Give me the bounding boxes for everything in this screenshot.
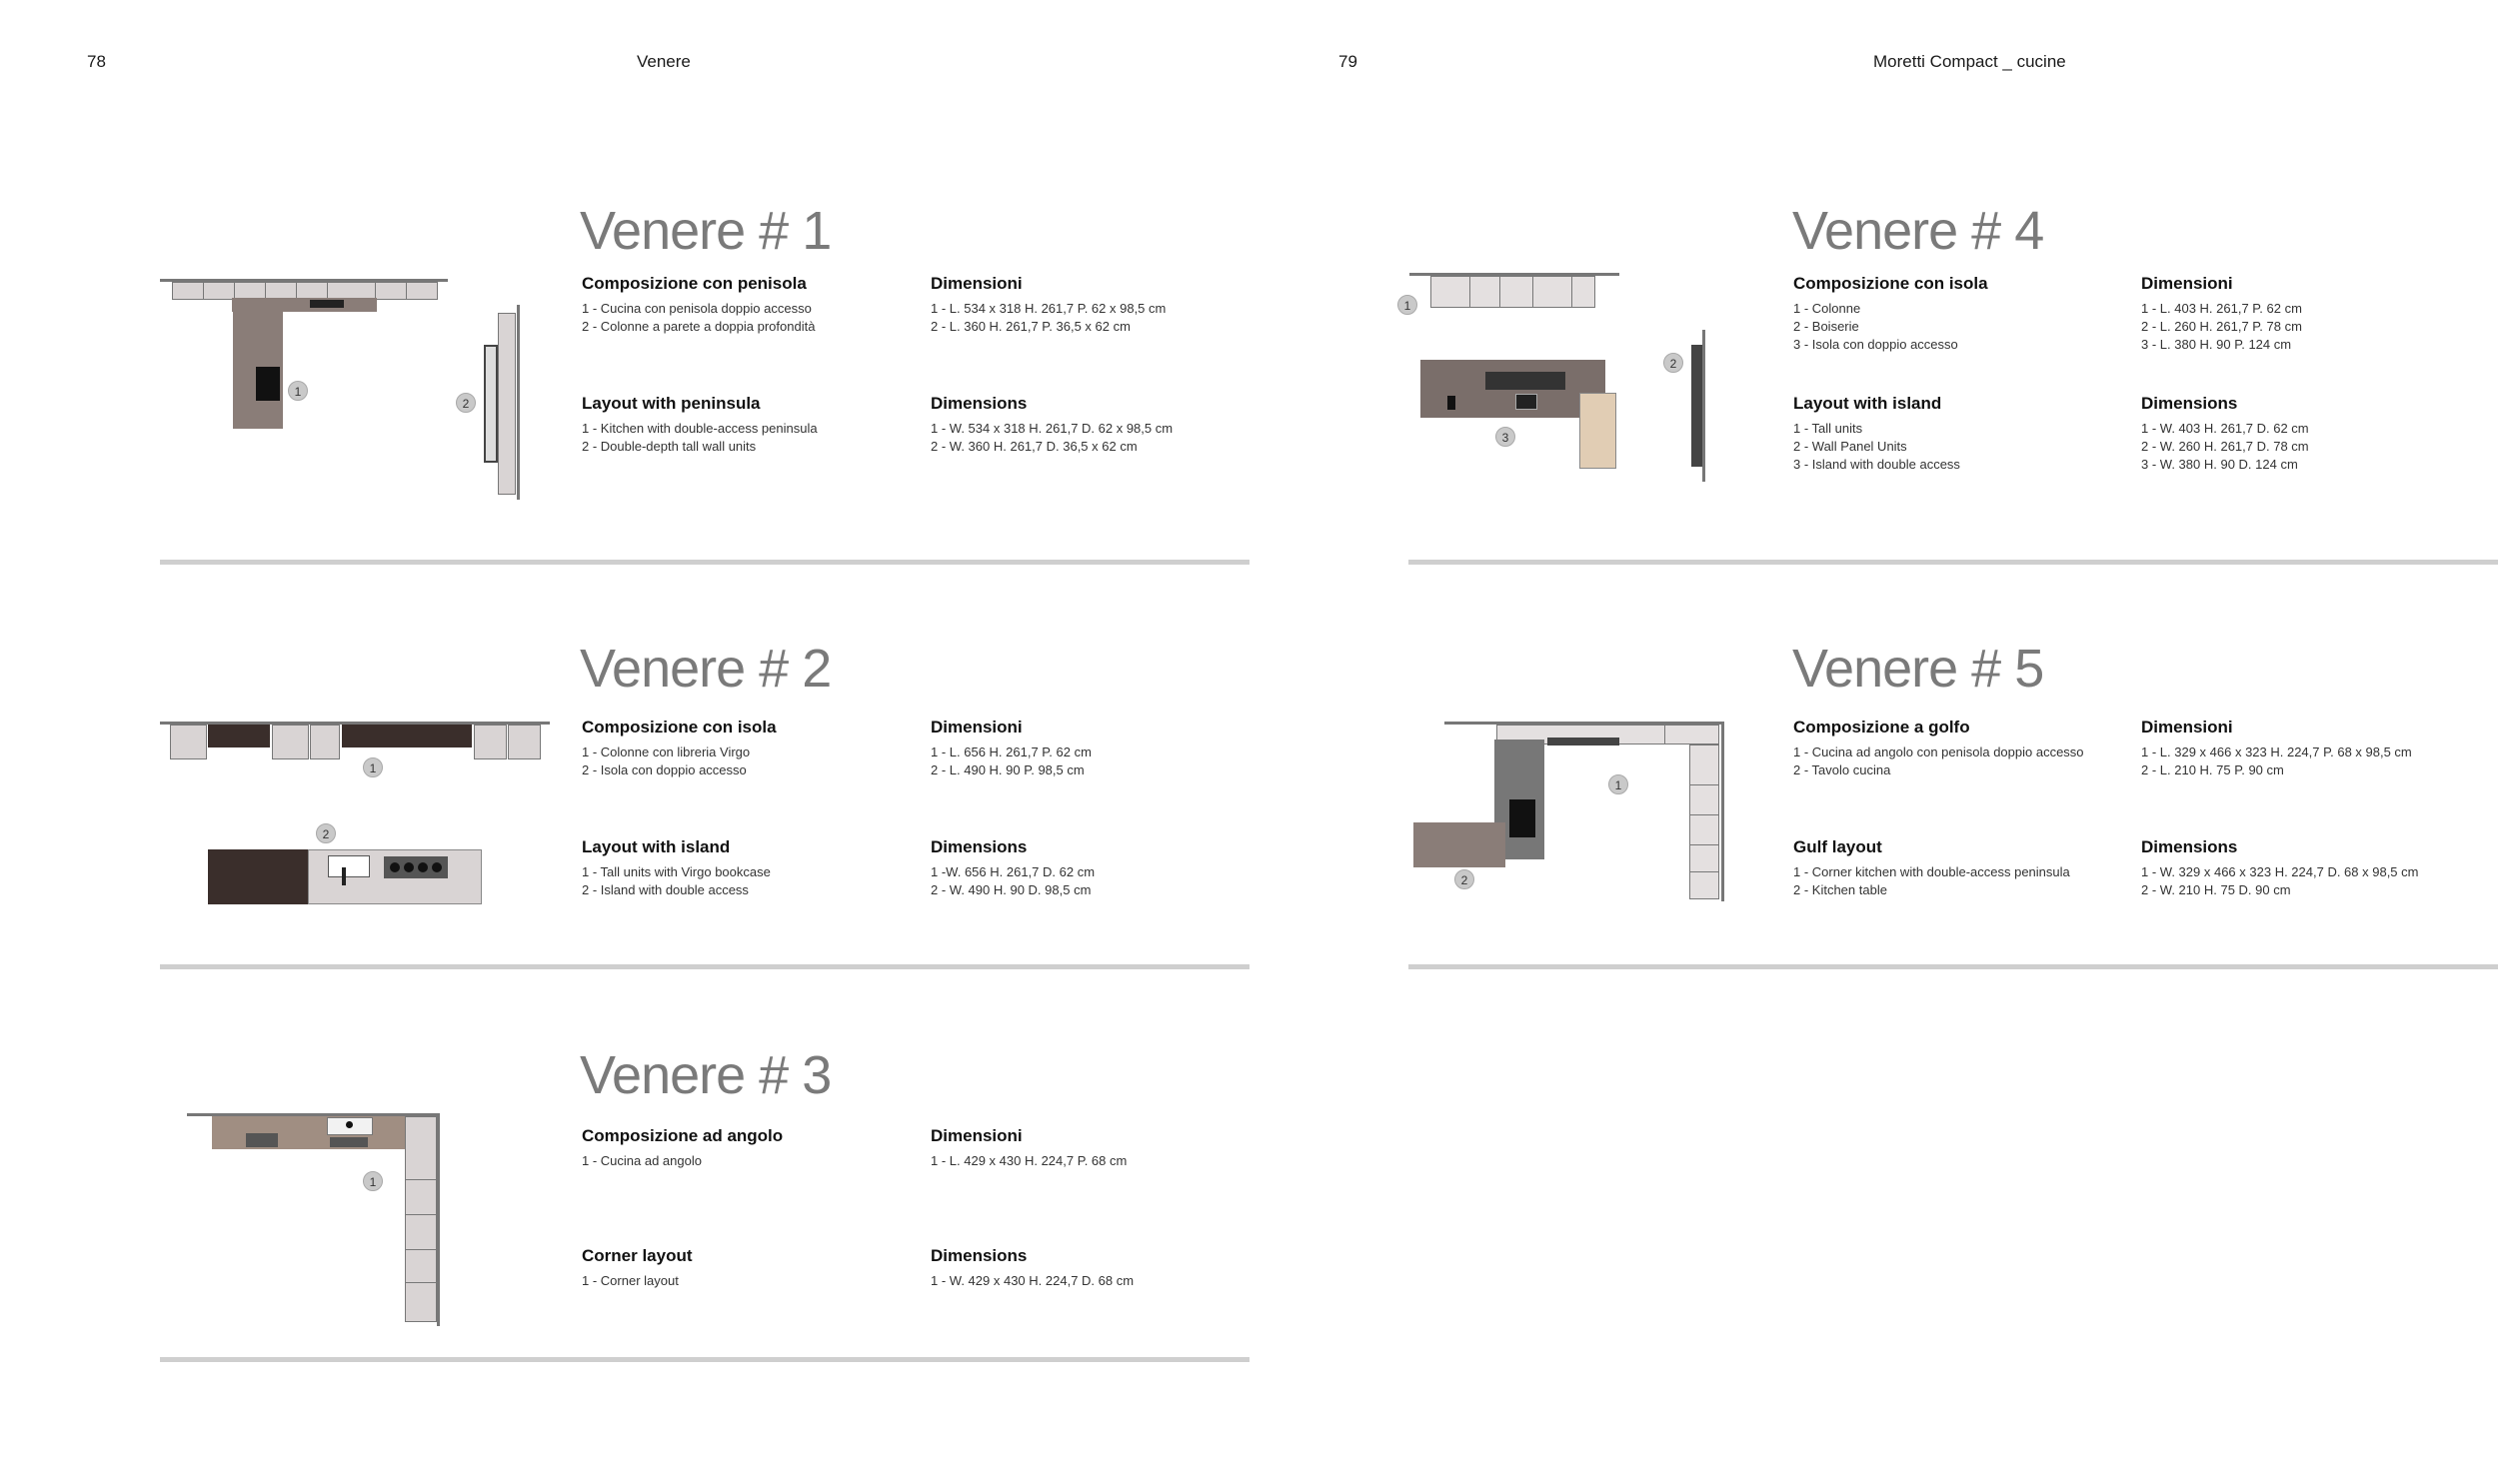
page-title-left: Venere <box>637 52 691 71</box>
item-line: 1 - Cucina con penisola doppio accesso <box>582 301 812 316</box>
section-heading: Dimensioni <box>2141 718 2233 737</box>
composition-title: Venere # 4 <box>1792 201 2044 261</box>
section-heading: Layout with island <box>582 837 731 856</box>
section-heading: Dimensioni <box>931 718 1023 737</box>
item-line: 2 - Boiserie <box>1793 319 1859 334</box>
item-line: 3 - Island with double access <box>1793 457 1960 472</box>
item-line: 2 - Wall Panel Units <box>1793 439 1907 454</box>
item-line: 2 - Tavolo cucina <box>1793 762 1891 777</box>
divider <box>1408 560 2498 565</box>
item-line: 1 - L. 656 H. 261,7 P. 62 cm <box>931 744 1092 759</box>
plan-badge: 3 <box>1495 427 1515 447</box>
plan-badge: 2 <box>316 823 336 843</box>
section-heading: Dimensioni <box>2141 274 2233 293</box>
divider <box>160 560 1249 565</box>
item-line: 1 - Tall units with Virgo bookcase <box>582 864 771 879</box>
item-line: 2 - L. 210 H. 75 P. 90 cm <box>2141 762 2284 777</box>
composition-title: Venere # 2 <box>580 639 832 699</box>
section-heading: Dimensions <box>931 1246 1028 1265</box>
section-heading: Corner layout <box>582 1246 693 1265</box>
item-line: 2 - L. 360 H. 261,7 P. 36,5 x 62 cm <box>931 319 1131 334</box>
en-description <box>1793 837 2123 899</box>
item-line: 3 - W. 380 H. 90 D. 124 cm <box>2141 457 2298 472</box>
en-description <box>1793 394 2123 474</box>
it-dimensions <box>931 274 1260 336</box>
section-heading: Dimensioni <box>931 1126 1023 1145</box>
item-line: 2 - W. 490 H. 90 D. 98,5 cm <box>931 882 1092 897</box>
section-heading: Composizione con penisola <box>582 274 807 293</box>
item-line: 2 - Isola con doppio accesso <box>582 762 747 777</box>
divider <box>160 1357 1249 1362</box>
plan-badge: 1 <box>1608 774 1628 794</box>
divider <box>1408 964 2498 969</box>
section-heading: Composizione a golfo <box>1793 718 1970 737</box>
item-line: 1 - W. 429 x 430 H. 224,7 D. 68 cm <box>931 1273 1135 1288</box>
item-line: 1 - Colonne <box>1793 301 1861 316</box>
item-line: 1 - L. 429 x 430 H. 224,7 P. 68 cm <box>931 1153 1128 1168</box>
composition-title: Venere # 5 <box>1792 639 2044 699</box>
section-heading: Composizione con isola <box>1793 274 1988 293</box>
composition-title: Venere # 1 <box>580 201 832 261</box>
section-heading: Dimensioni <box>931 274 1023 293</box>
plan-badge: 1 <box>288 381 308 401</box>
item-line: 2 - Island with double access <box>582 882 749 897</box>
it-description <box>582 274 912 336</box>
item-line: 2 - W. 210 H. 75 D. 90 cm <box>2141 882 2291 897</box>
en-description <box>582 837 912 899</box>
plan-badge: 2 <box>456 393 476 413</box>
item-line: 3 - Isola con doppio accesso <box>1793 337 1958 352</box>
item-line: 1 - W. 403 H. 261,7 D. 62 cm <box>2141 421 2309 436</box>
plan-badge: 2 <box>1454 869 1474 889</box>
section-heading: Dimensions <box>931 837 1028 856</box>
plan-badge: 1 <box>1397 295 1417 315</box>
it-description <box>582 718 912 779</box>
composition-title: Venere # 3 <box>580 1045 832 1105</box>
item-line: 2 - L. 490 H. 90 P. 98,5 cm <box>931 762 1085 777</box>
en-description <box>582 394 912 456</box>
item-line: 2 - W. 360 H. 261,7 D. 36,5 x 62 cm <box>931 439 1138 454</box>
item-line: 2 - Double-depth tall wall units <box>582 439 757 454</box>
item-line: 1 - Colonne con libreria Virgo <box>582 744 751 759</box>
item-line: 1 - Corner kitchen with double-access peninsula <box>1793 864 2070 879</box>
en-description <box>582 1246 912 1290</box>
item-line: 1 - Tall units <box>1793 421 1863 436</box>
plan-badge: 1 <box>363 1171 383 1191</box>
section-heading: Dimensions <box>931 394 1028 413</box>
it-dimensions <box>2141 274 2471 354</box>
item-line: 1 - Cucina ad angolo con penisola doppio accesso <box>1793 744 2084 759</box>
item-line: 1 - Cucina ad angolo <box>582 1153 702 1168</box>
it-dimensions <box>931 1126 1260 1170</box>
item-line: 1 - W. 534 x 318 H. 261,7 D. 62 x 98,5 cm <box>931 421 1174 436</box>
en-dimensions <box>931 394 1260 456</box>
it-dimensions <box>2141 718 2471 779</box>
section-heading: Dimensions <box>2141 837 2238 856</box>
item-line: 1 - Kitchen with double-access peninsula <box>582 421 818 436</box>
item-line: 1 - L. 403 H. 261,7 P. 62 cm <box>2141 301 2302 316</box>
item-line: 3 - L. 380 H. 90 P. 124 cm <box>2141 337 2292 352</box>
section-heading: Layout with island <box>1793 394 1942 413</box>
section-heading: Dimensions <box>2141 394 2238 413</box>
section-heading: Layout with peninsula <box>582 394 761 413</box>
plan-badge: 2 <box>1663 353 1683 373</box>
item-line: 1 - Corner layout <box>582 1273 679 1288</box>
section-heading: Gulf layout <box>1793 837 1882 856</box>
it-dimensions <box>931 718 1260 779</box>
section-heading: Composizione ad angolo <box>582 1126 784 1145</box>
it-description <box>582 1126 912 1170</box>
item-line: 2 - Colonne a parete a doppia profondità <box>582 319 816 334</box>
divider <box>160 964 1249 969</box>
en-dimensions <box>2141 837 2471 899</box>
plan-badge: 1 <box>363 757 383 777</box>
page-number-left: 78 <box>87 52 106 71</box>
en-dimensions <box>931 1246 1260 1290</box>
it-description <box>1793 718 2123 779</box>
it-description <box>1793 274 2123 354</box>
item-line: 1 - W. 329 x 466 x 323 H. 224,7 D. 68 x 98,5 cm <box>2141 864 2419 879</box>
section-heading: Composizione con isola <box>582 718 777 737</box>
en-dimensions <box>931 837 1260 899</box>
item-line: 2 - L. 260 H. 261,7 P. 78 cm <box>2141 319 2302 334</box>
item-line: 2 - W. 260 H. 261,7 D. 78 cm <box>2141 439 2309 454</box>
en-dimensions <box>2141 394 2471 474</box>
item-line: 2 - Kitchen table <box>1793 882 1887 897</box>
page-number-right: 79 <box>1338 52 1357 71</box>
page-title-right: Moretti Compact _ cucine <box>1873 52 2066 71</box>
item-line: 1 - L. 534 x 318 H. 261,7 P. 62 x 98,5 cm <box>931 301 1167 316</box>
item-line: 1 - L. 329 x 466 x 323 H. 224,7 P. 68 x 98,5 cm <box>2141 744 2412 759</box>
item-line: 1 -W. 656 H. 261,7 D. 62 cm <box>931 864 1096 879</box>
